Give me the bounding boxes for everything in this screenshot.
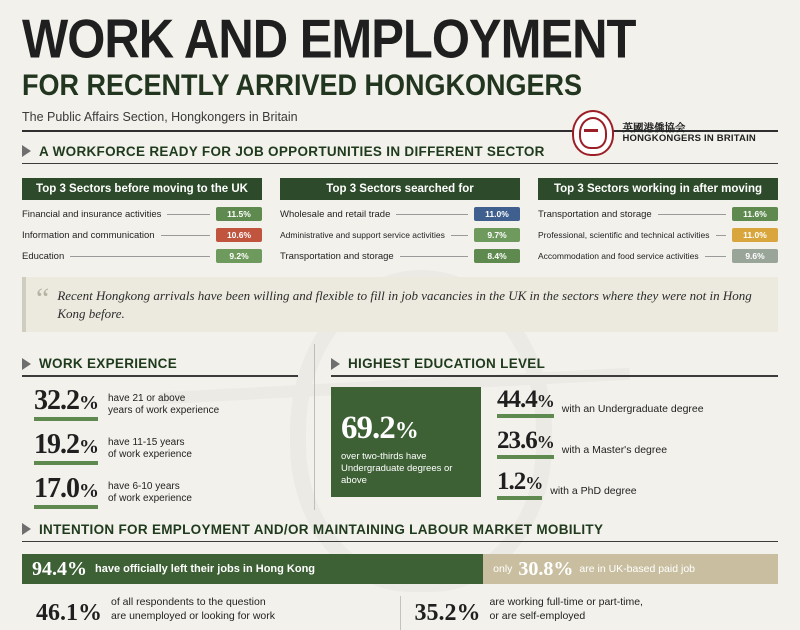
sector-value-badge: 9.2% <box>216 249 262 263</box>
sector-leader-line <box>70 256 210 257</box>
sector-label: Transportation and storage <box>538 208 652 220</box>
work-experience-desc: have 21 or above years of work experience <box>108 392 220 417</box>
section-title-work-experience: WORK EXPERIENCE <box>39 356 178 372</box>
intention-left-text: have officially left their jobs in Hong Kong <box>95 563 316 576</box>
sector-row <box>538 249 778 263</box>
sector-label: Financial and insurance activities <box>22 208 162 220</box>
sector-value-badge: 9.6% <box>732 249 778 263</box>
intention-bars <box>22 554 778 584</box>
triangle-icon <box>22 523 31 535</box>
vertical-divider <box>314 344 315 510</box>
intention-stat-value: 35.2% <box>414 600 481 627</box>
sectors-group <box>22 178 778 263</box>
section-header-education <box>331 356 778 371</box>
sector-value-badge: 11.0% <box>474 207 520 221</box>
education-item <box>497 469 778 500</box>
education-desc: with an Undergraduate degree <box>561 402 704 415</box>
sector-leader-line <box>167 214 210 215</box>
sector-column-after <box>538 178 778 263</box>
sector-label: Transportation and storage <box>280 250 394 262</box>
sector-value-badge: 8.4% <box>474 249 520 263</box>
organization-logo <box>572 110 756 156</box>
sector-row <box>280 228 520 242</box>
logo-name-en: HONGKONGERS IN BRITAIN <box>622 132 756 144</box>
triangle-icon <box>22 358 31 370</box>
section-title-education: HIGHEST EDUCATION LEVEL <box>348 356 546 372</box>
section-header-work-experience <box>22 356 298 371</box>
quote-mark-icon: “ <box>36 282 50 316</box>
education-desc: with a Master's degree <box>561 443 668 456</box>
work-experience-item <box>22 384 298 421</box>
sector-column-before <box>22 178 262 263</box>
education-value: 23.6% <box>497 428 554 459</box>
sector-row <box>280 249 520 263</box>
work-experience-value: 19.2% <box>34 431 98 465</box>
section-rule <box>22 163 778 165</box>
sector-column-title: Top 3 Sectors before moving to the UK <box>22 178 262 200</box>
work-experience-item <box>22 472 298 509</box>
sector-label: Administrative and support service activities <box>280 230 445 241</box>
sector-label: Wholesale and retail trade <box>280 208 391 220</box>
sector-value-badge: 10.6% <box>216 228 262 242</box>
sector-leader-line <box>705 256 726 257</box>
work-experience-value: 17.0% <box>34 475 98 509</box>
sector-column-searched <box>280 178 520 263</box>
work-experience-desc: have 11-15 years of work experience <box>108 436 192 461</box>
sector-row <box>538 228 778 242</box>
sector-label: Professional, scientific and technical activities <box>538 230 710 241</box>
intention-stat <box>401 596 779 625</box>
triangle-icon <box>331 358 340 370</box>
education-content <box>331 387 778 510</box>
education-highlight <box>331 387 481 497</box>
sector-value-badge: 11.5% <box>216 207 262 221</box>
sector-leader-line <box>161 235 210 236</box>
page-title: WORK AND EMPLOYMENT <box>22 9 636 70</box>
work-experience-item <box>22 428 298 465</box>
section-rule <box>22 375 298 377</box>
sector-label: Education <box>22 250 65 262</box>
crest-icon <box>572 110 614 156</box>
sector-column-title: Top 3 Sectors working in after moving <box>538 178 778 200</box>
intention-right-bar <box>483 554 778 584</box>
sector-row <box>22 207 262 221</box>
education-item <box>497 387 778 418</box>
section-title-workforce: A WORKFORCE READY FOR JOB OPPORTUNITIES IN DIFFERENT SECTOR <box>39 143 545 159</box>
intention-stat-desc: of all respondents to the question are unemployed or looking for work <box>111 596 276 622</box>
intention-bottom-stats <box>22 596 778 630</box>
sector-leader-line <box>451 235 468 236</box>
sector-value-badge: 9.7% <box>474 228 520 242</box>
page-subtitle: FOR RECENTLY ARRIVED HONGKONGERS <box>22 68 583 102</box>
logo-name-cn: 英國港僑協会 <box>622 121 686 134</box>
sector-leader-line <box>716 235 727 236</box>
intention-left-value: 94.4% <box>32 557 87 580</box>
education-highlight-value: 69.2% <box>341 410 418 447</box>
intention-right-prefix: only <box>493 563 513 576</box>
sector-row <box>22 249 262 263</box>
sector-value-badge: 11.6% <box>732 207 778 221</box>
intention-right-text: are in UK-based paid job <box>579 563 695 576</box>
sector-row <box>280 207 520 221</box>
section-rule <box>22 541 778 543</box>
sector-leader-line <box>658 214 726 215</box>
education-panel <box>331 344 778 510</box>
sector-row <box>538 207 778 221</box>
education-value: 1.2% <box>497 469 542 500</box>
education-desc: with a PhD degree <box>550 484 637 497</box>
sector-column-title: Top 3 Sectors searched for <box>280 178 520 200</box>
sector-label: Information and communication <box>22 229 155 241</box>
intention-stat-desc: are working full-time or part-time, or are self-employed <box>489 596 643 622</box>
work-experience-value: 32.2% <box>34 387 98 421</box>
section-title-intention: INTENTION FOR EMPLOYMENT AND/OR MAINTAINING LABOUR MARKET MOBILITY <box>39 521 604 537</box>
intention-left-bar <box>22 554 483 584</box>
education-value: 44.4% <box>497 387 554 418</box>
education-item <box>497 428 778 459</box>
quote-callout <box>22 277 778 332</box>
intention-stat-value: 46.1% <box>36 600 102 627</box>
sector-leader-line <box>400 256 468 257</box>
section-rule <box>331 375 778 377</box>
triangle-icon <box>22 145 31 157</box>
sector-row <box>22 228 262 242</box>
mid-panels <box>22 344 778 510</box>
education-highlight-caption: over two-thirds have Undergraduate degrees or above <box>341 451 453 486</box>
work-experience-panel <box>22 344 298 510</box>
quote-text: Recent Hongkong arrivals have been willing and flexible to fill in job vacancies in the UK in the sectors where they were not in Hong Kong before. <box>57 288 752 321</box>
sector-leader-line <box>396 214 468 215</box>
sector-label: Accommodation and food service activities <box>538 251 699 262</box>
section-header-intention <box>22 522 778 537</box>
work-experience-desc: have 6-10 years of work experience <box>108 480 192 505</box>
intention-right-value: 30.8% <box>518 557 574 580</box>
byline: The Public Affairs Section, Hongkongers in Britain <box>22 109 298 124</box>
intention-stat <box>22 596 400 625</box>
education-list <box>497 387 778 510</box>
sector-value-badge: 11.0% <box>732 228 778 242</box>
